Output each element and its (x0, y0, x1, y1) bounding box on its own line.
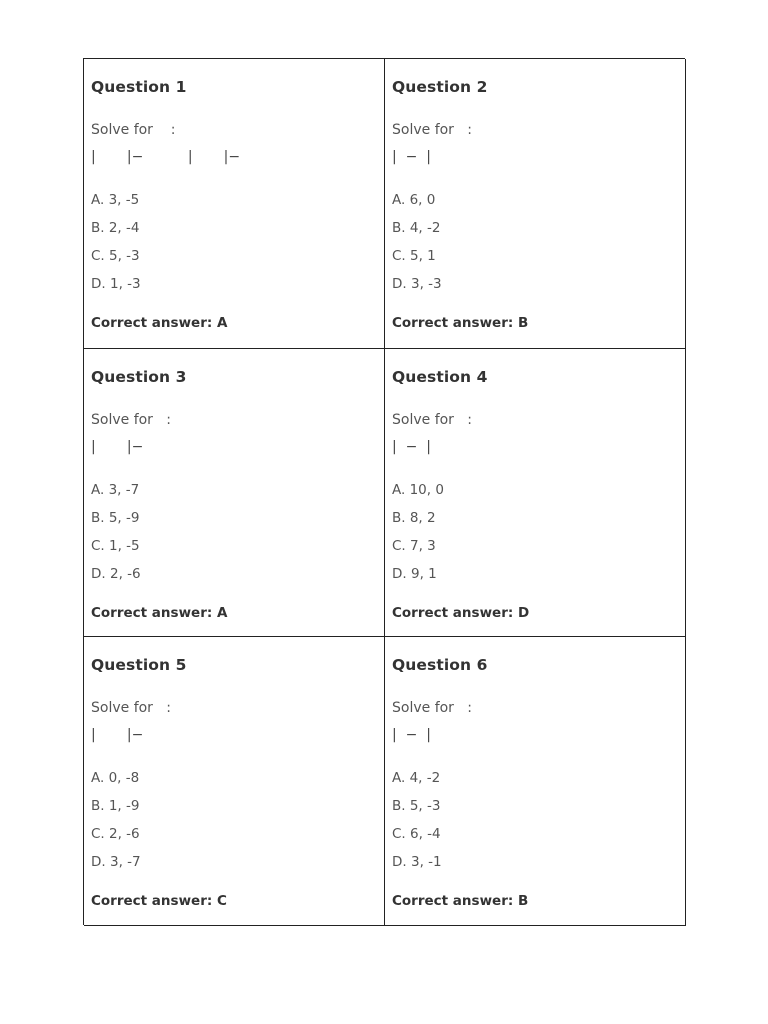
question-card-1 (84, 59, 385, 349)
correct-answer: Correct answer: B (392, 893, 529, 909)
option-d: D. 3, -3 (392, 276, 442, 292)
question-title: Question 6 (392, 656, 488, 674)
option-b: B. 2, -4 (91, 220, 140, 236)
question-card-6 (385, 637, 686, 926)
option-a: A. 10, 0 (392, 482, 444, 498)
correct-answer: Correct answer: C (91, 893, 227, 909)
question-card-5 (84, 637, 385, 926)
option-c: C. 7, 3 (392, 538, 436, 554)
question-prompt: Solve for : (392, 700, 473, 716)
question-expression: | |− (91, 439, 144, 455)
question-expression: | |− | |− (91, 149, 241, 165)
option-a: A. 0, -8 (91, 770, 140, 786)
question-title: Question 2 (392, 78, 488, 96)
option-d: D. 9, 1 (392, 566, 437, 582)
correct-answer: Correct answer: A (91, 315, 228, 331)
question-prompt: Solve for : (392, 412, 473, 428)
question-title: Question 5 (91, 656, 187, 674)
correct-answer: Correct answer: D (392, 605, 530, 621)
question-title: Question 1 (91, 78, 187, 96)
option-a: A. 3, -7 (91, 482, 140, 498)
option-c: C. 5, 1 (392, 248, 436, 264)
option-a: A. 4, -2 (392, 770, 441, 786)
answer-options (392, 769, 442, 881)
answer-options (392, 191, 442, 303)
option-d: D. 1, -3 (91, 276, 141, 292)
option-b: B. 8, 2 (392, 510, 436, 526)
question-expression: | − | (392, 727, 431, 743)
question-prompt: Solve for : (392, 122, 473, 138)
question-title: Question 3 (91, 368, 187, 386)
question-card-3 (84, 349, 385, 637)
question-title: Question 4 (392, 368, 488, 386)
option-b: B. 4, -2 (392, 220, 441, 236)
correct-answer: Correct answer: B (392, 315, 529, 331)
option-c: C. 1, -5 (91, 538, 140, 554)
option-a: A. 3, -5 (91, 192, 140, 208)
correct-answer: Correct answer: A (91, 605, 228, 621)
answer-options (91, 769, 141, 881)
option-c: C. 6, -4 (392, 826, 441, 842)
option-d: D. 3, -7 (91, 854, 141, 870)
answer-options (392, 481, 444, 593)
question-expression: | − | (392, 149, 431, 165)
option-a: A. 6, 0 (392, 192, 436, 208)
question-prompt: Solve for : (91, 122, 176, 138)
option-b: B. 5, -3 (392, 798, 441, 814)
option-d: D. 2, -6 (91, 566, 141, 582)
option-b: B. 5, -9 (91, 510, 140, 526)
answer-options (91, 481, 141, 593)
option-c: C. 5, -3 (91, 248, 140, 264)
option-d: D. 3, -1 (392, 854, 442, 870)
option-b: B. 1, -9 (91, 798, 140, 814)
question-card-4 (385, 349, 686, 637)
question-grid (83, 58, 685, 925)
question-prompt: Solve for : (91, 412, 172, 428)
question-expression: | |− (91, 727, 144, 743)
question-expression: | − | (392, 439, 431, 455)
answer-options (91, 191, 141, 303)
question-prompt: Solve for : (91, 700, 172, 716)
option-c: C. 2, -6 (91, 826, 140, 842)
question-card-2 (385, 59, 686, 349)
